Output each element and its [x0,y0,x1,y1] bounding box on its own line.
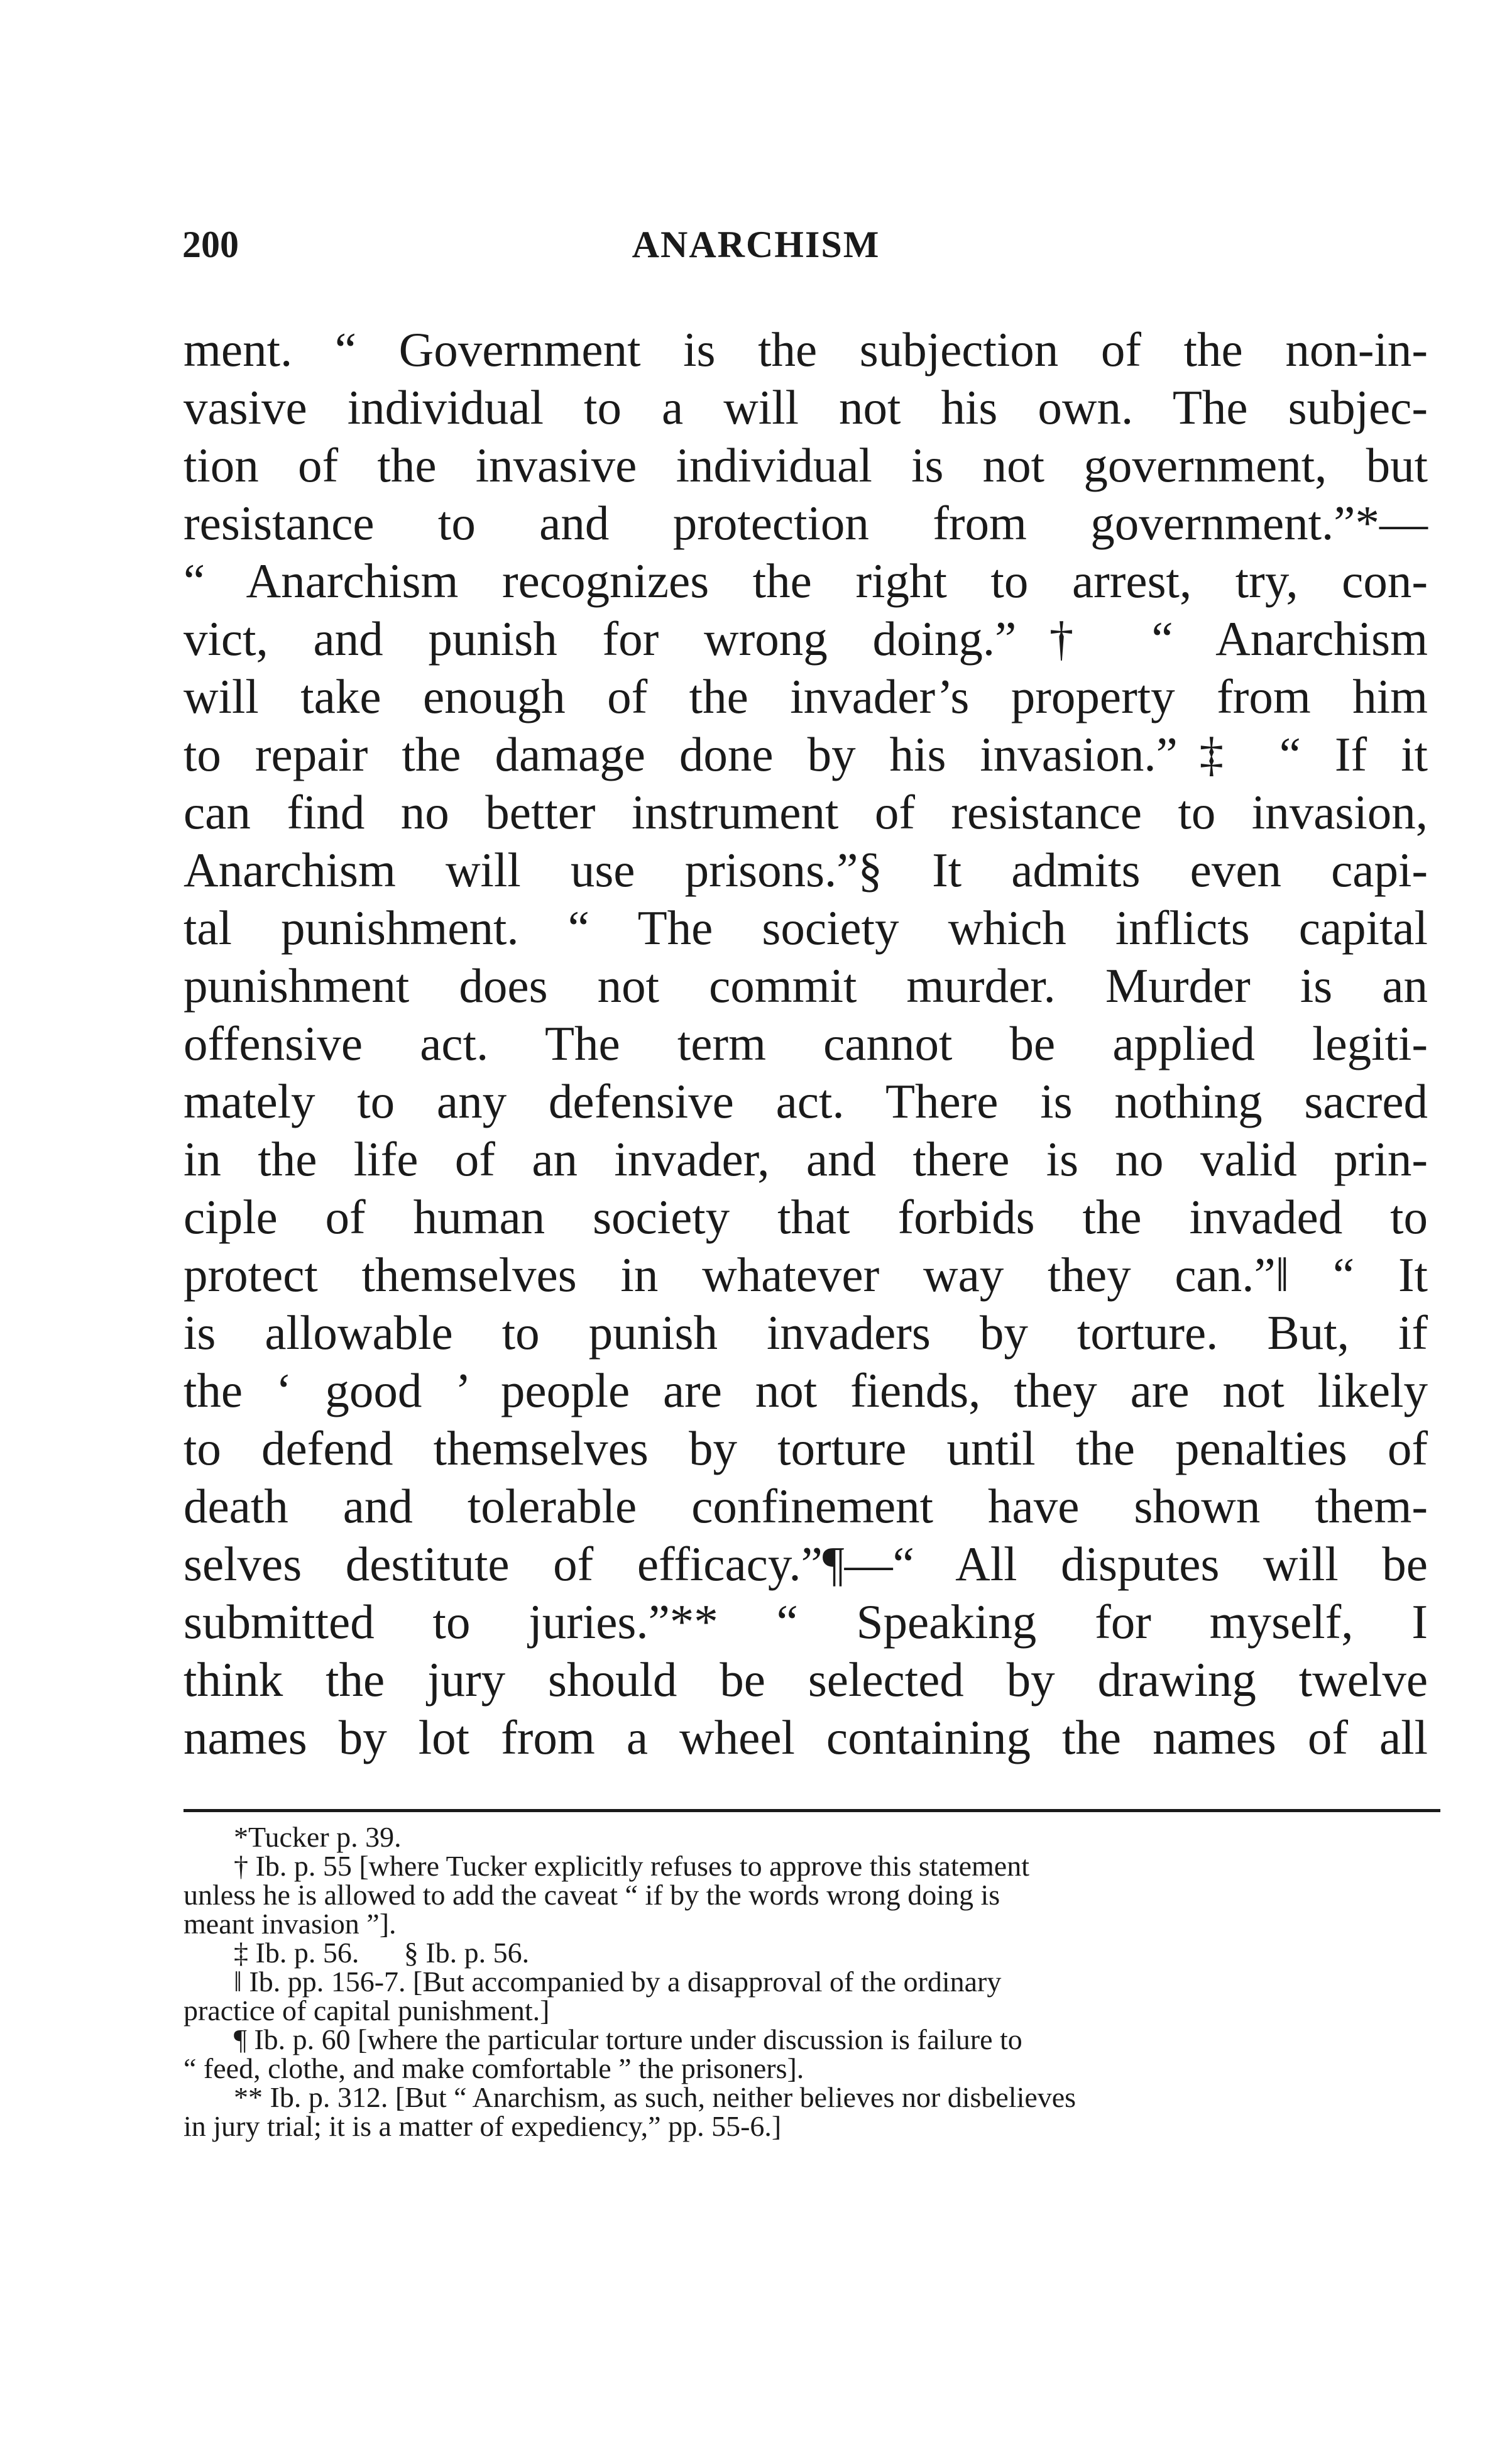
body-line: vict, and punish for wrong doing.”† “ Anarchism [184,612,1428,666]
footnote-5-cont: practice of capital punishment.] [184,1994,550,2026]
body-line: tion of the invasive individual is not government, but [184,438,1428,492]
footnote-6-cont: “ feed, clothe, and make comfortable ” the prisoners]. [184,2052,804,2084]
footnote-1: *Tucker p. 39. [234,1821,402,1853]
body-line: Anarchism will use prisons.”§ It admits even capi- [184,843,1428,897]
body-line: think the jury should be selected by drawing twelve [184,1652,1428,1707]
body-line: tal punishment. “ The society which inflicts capital [184,901,1428,955]
body-line: in the life of an invader, and there is no valid prin- [184,1132,1428,1186]
footnote-2-cont: meant invasion ”]. [184,1908,397,1940]
body-line: mately to any defensive act. There is nothing sacred [184,1074,1428,1128]
body-line: is allowable to punish invaders by torture. But, if [184,1306,1428,1360]
body-line: resistance to and protection from government.”*— [184,496,1428,550]
body-line: selves destitute of efficacy.”¶—“ All disputes will be [184,1537,1428,1591]
footnote-2-cont: unless he is allowed to add the caveat “ if by the words wrong doing is [184,1879,1000,1911]
footnote-2: † Ib. p. 55 [where Tucker explicitly refuses to approve this statement [234,1850,1029,1882]
running-title: ANARCHISM [632,224,880,265]
footnote-4: § Ib. p. 56. [403,1937,530,1969]
footnote-3: ‡ Ib. p. 56. [234,1937,359,1969]
footnote-5: ‖ Ib. pp. 156-7. [But accompanied by a disapproval of the ordinary [234,1966,1002,1998]
body-line: names by lot from a wheel containing the names of all [184,1710,1428,1764]
body-line: punishment does not commit murder. Murder is an [184,959,1428,1013]
body-line: to defend themselves by torture until the penalties of [184,1421,1428,1475]
body-line: protect themselves in whatever way they can.”‖ “ It [184,1248,1428,1302]
body-line: ment. “ Government is the subjection of the non-in- [184,322,1428,377]
body-line: “ Anarchism recognizes the right to arrest, try, con- [184,554,1428,608]
body-line: vasive individual to a will not his own. The subjec- [184,380,1428,434]
body-line: offensive act. The term cannot be applied legiti- [184,1016,1428,1070]
body-line: ciple of human society that forbids the invaded to [184,1190,1428,1244]
body-line: death and tolerable confinement have shown them- [184,1479,1428,1533]
body-line: to repair the damage done by his invasion.”‡ “ If it [184,727,1428,781]
body-line: the ‘ good ’ people are not fiends, they are not likely [184,1363,1428,1417]
body-line: can find no better instrument of resistance to invasion, [184,785,1428,839]
footnote-3-row [184,1938,1378,1967]
footnote-7-cont: in jury trial; it is a matter of expediency,” pp. 55-6.] [184,2110,782,2142]
footnote-6: ¶ Ib. p. 60 [where the particular torture under discussion is failure to [234,2023,1022,2055]
body-line: will take enough of the invader’s property from him [184,669,1428,723]
footnotes [184,1823,1378,2141]
body-line: submitted to juries.”** “ Speaking for myself, I [184,1595,1428,1649]
footnote-divider [184,1809,1440,1812]
footnote-7: ** Ib. p. 312. [But “ Anarchism, as such, neither believes nor disbelieves [234,2081,1076,2113]
page-number: 200 [182,224,239,265]
body-text [184,321,1428,1766]
